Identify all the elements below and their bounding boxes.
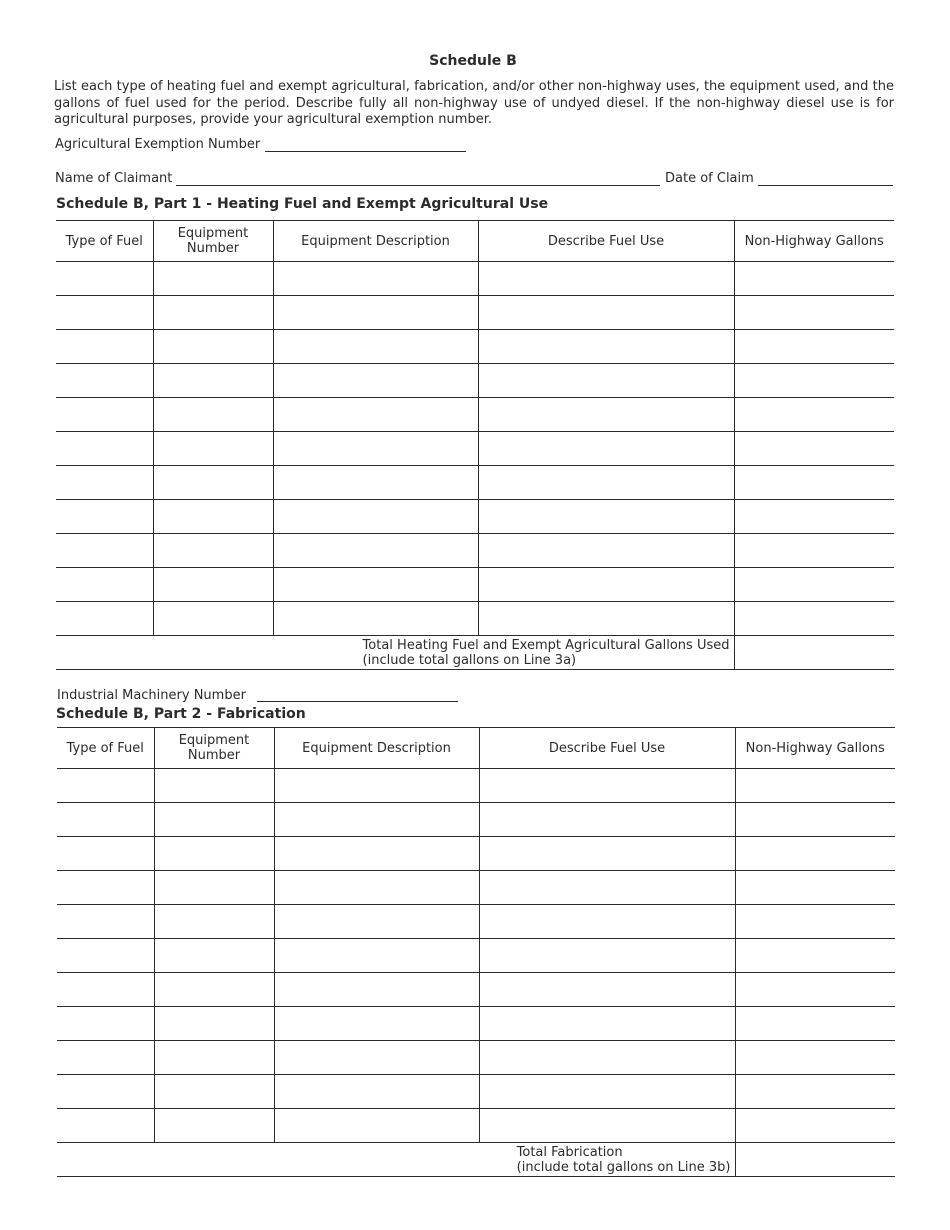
- table-row: [56, 466, 894, 500]
- fuel-use-cell[interactable]: [478, 432, 734, 466]
- ag-exemption-field[interactable]: [265, 151, 466, 152]
- equipment-description-cell[interactable]: [273, 534, 478, 568]
- type-of-fuel-cell[interactable]: [57, 837, 154, 871]
- type-of-fuel-cell[interactable]: [56, 466, 153, 500]
- total-label-line2: (include total gallons on Line 3a): [362, 652, 577, 668]
- page-title: Schedule B: [429, 53, 517, 69]
- claimant-field[interactable]: [176, 185, 660, 186]
- equipment-description-cell[interactable]: [273, 262, 478, 296]
- equipment-description-cell[interactable]: [274, 1007, 479, 1041]
- col-non-highway-gallons: Non-Highway Gallons: [735, 728, 895, 769]
- gallons-cell[interactable]: [734, 296, 894, 330]
- table-row: [57, 871, 895, 905]
- fuel-use-cell[interactable]: [478, 534, 734, 568]
- gallons-cell[interactable]: [734, 398, 894, 432]
- equipment-description-cell[interactable]: [273, 602, 478, 636]
- table-row: [57, 1007, 895, 1041]
- type-of-fuel-cell[interactable]: [56, 296, 153, 330]
- equipment-description-cell[interactable]: [273, 330, 478, 364]
- ag-exemption-label: Agricultural Exemption Number: [55, 137, 261, 152]
- gallons-cell[interactable]: [735, 803, 895, 837]
- col-equipment-description: Equipment Description: [273, 221, 478, 262]
- equipment-description-cell[interactable]: [274, 769, 479, 803]
- fuel-use-cell[interactable]: [478, 398, 734, 432]
- fuel-use-cell[interactable]: [479, 939, 735, 973]
- type-of-fuel-cell[interactable]: [56, 262, 153, 296]
- type-of-fuel-cell[interactable]: [57, 769, 154, 803]
- type-of-fuel-cell[interactable]: [57, 1041, 154, 1075]
- table-row: [56, 602, 894, 636]
- type-of-fuel-cell[interactable]: [56, 602, 153, 636]
- gallons-cell[interactable]: [735, 871, 895, 905]
- fuel-use-cell[interactable]: [479, 1041, 735, 1075]
- equipment-number-cell[interactable]: [154, 905, 274, 939]
- equipment-number-cell[interactable]: [154, 1041, 274, 1075]
- gallons-cell[interactable]: [735, 1007, 895, 1041]
- fuel-use-cell[interactable]: [479, 1007, 735, 1041]
- table-row: [57, 939, 895, 973]
- part2-table: [57, 727, 895, 1177]
- gallons-cell[interactable]: [735, 1041, 895, 1075]
- equipment-number-cell[interactable]: [154, 1007, 274, 1041]
- equipment-description-cell[interactable]: [274, 837, 479, 871]
- col-equipment-number: Equipment Number: [153, 221, 273, 262]
- total-label: [57, 1143, 735, 1177]
- total-gallons-cell[interactable]: [735, 1143, 895, 1177]
- equipment-description-cell[interactable]: [274, 1075, 479, 1109]
- equipment-number-cell[interactable]: [154, 1075, 274, 1109]
- table-row: [56, 398, 894, 432]
- type-of-fuel-cell[interactable]: [56, 398, 153, 432]
- table-row: [57, 1075, 895, 1109]
- equipment-description-cell[interactable]: [274, 973, 479, 1007]
- gallons-cell[interactable]: [735, 973, 895, 1007]
- table-row: [56, 364, 894, 398]
- gallons-cell[interactable]: [734, 534, 894, 568]
- equipment-description-cell[interactable]: [273, 398, 478, 432]
- type-of-fuel-cell[interactable]: [56, 500, 153, 534]
- part2-title: Schedule B, Part 2 - Fabrication: [56, 706, 306, 722]
- date-field[interactable]: [758, 185, 893, 186]
- total-gallons-cell[interactable]: [734, 636, 894, 670]
- table-row: [57, 837, 895, 871]
- type-of-fuel-cell[interactable]: [57, 1075, 154, 1109]
- fuel-use-cell[interactable]: [478, 262, 734, 296]
- gallons-cell[interactable]: [734, 568, 894, 602]
- equipment-number-cell[interactable]: [154, 871, 274, 905]
- type-of-fuel-cell[interactable]: [57, 939, 154, 973]
- fuel-use-cell[interactable]: [479, 837, 735, 871]
- part1-table: [56, 220, 894, 670]
- claimant-label: Name of Claimant: [55, 171, 173, 186]
- equipment-number-cell[interactable]: [153, 432, 273, 466]
- total-row: [57, 1143, 895, 1177]
- fuel-use-cell[interactable]: [478, 602, 734, 636]
- type-of-fuel-cell[interactable]: [57, 1007, 154, 1041]
- table-row: [56, 262, 894, 296]
- gallons-cell[interactable]: [735, 905, 895, 939]
- gallons-cell[interactable]: [734, 364, 894, 398]
- fuel-use-cell[interactable]: [478, 296, 734, 330]
- table-row: [56, 534, 894, 568]
- table-row: [57, 905, 895, 939]
- col-equipment-description: Equipment Description: [274, 728, 479, 769]
- fuel-use-cell[interactable]: [478, 500, 734, 534]
- part1-title: Schedule B, Part 1 - Heating Fuel and Exempt Agricultural Use: [56, 196, 549, 212]
- equipment-number-cell[interactable]: [154, 837, 274, 871]
- equipment-number-cell[interactable]: [154, 1109, 274, 1143]
- equipment-number-cell[interactable]: [153, 466, 273, 500]
- equipment-number-cell[interactable]: [154, 939, 274, 973]
- equipment-number-cell[interactable]: [154, 803, 274, 837]
- equipment-number-cell[interactable]: [154, 973, 274, 1007]
- gallons-cell[interactable]: [735, 769, 895, 803]
- col-describe-fuel-use: Describe Fuel Use: [478, 221, 734, 262]
- type-of-fuel-cell[interactable]: [57, 973, 154, 1007]
- table-row: [56, 296, 894, 330]
- equipment-number-cell[interactable]: [153, 534, 273, 568]
- equipment-description-cell[interactable]: [273, 500, 478, 534]
- total-row: [56, 636, 894, 670]
- fuel-use-cell[interactable]: [478, 466, 734, 500]
- fuel-use-cell[interactable]: [479, 1075, 735, 1109]
- equipment-number-cell[interactable]: [153, 500, 273, 534]
- table-row: [57, 769, 895, 803]
- type-of-fuel-cell[interactable]: [56, 432, 153, 466]
- gallons-cell[interactable]: [735, 837, 895, 871]
- fuel-use-cell[interactable]: [479, 1109, 735, 1143]
- gallons-cell[interactable]: [734, 432, 894, 466]
- table-row: [56, 568, 894, 602]
- table-row: [57, 973, 895, 1007]
- col-equipment-number: Equipment Number: [154, 728, 274, 769]
- gallons-cell[interactable]: [734, 330, 894, 364]
- col-type-of-fuel: Type of Fuel: [57, 728, 154, 769]
- table-row: [56, 432, 894, 466]
- gallons-cell[interactable]: [735, 1109, 895, 1143]
- equipment-number-cell[interactable]: [153, 262, 273, 296]
- table-row: [57, 803, 895, 837]
- fuel-use-cell[interactable]: [479, 803, 735, 837]
- fuel-use-cell[interactable]: [479, 769, 735, 803]
- table-row: [56, 330, 894, 364]
- industrial-machinery-field[interactable]: [257, 701, 458, 702]
- equipment-description-cell[interactable]: [274, 1041, 479, 1075]
- date-label: Date of Claim: [665, 171, 754, 186]
- equipment-number-cell[interactable]: [154, 769, 274, 803]
- equipment-description-cell[interactable]: [274, 803, 479, 837]
- table-row: [57, 1041, 895, 1075]
- equipment-description-cell[interactable]: [274, 1109, 479, 1143]
- equipment-description-cell[interactable]: [273, 466, 478, 500]
- gallons-cell[interactable]: [734, 500, 894, 534]
- equipment-number-cell[interactable]: [153, 330, 273, 364]
- gallons-cell[interactable]: [735, 1075, 895, 1109]
- type-of-fuel-cell[interactable]: [57, 905, 154, 939]
- equipment-number-cell[interactable]: [153, 398, 273, 432]
- total-label: [56, 636, 734, 670]
- col-describe-fuel-use: Describe Fuel Use: [479, 728, 735, 769]
- equipment-number-cell[interactable]: [153, 568, 273, 602]
- equipment-description-cell[interactable]: [274, 939, 479, 973]
- type-of-fuel-cell[interactable]: [57, 1109, 154, 1143]
- total-label-line1: Total Fabrication: [516, 1144, 623, 1160]
- type-of-fuel-cell[interactable]: [56, 568, 153, 602]
- total-label-line2: (include total gallons on Line 3b): [516, 1159, 731, 1175]
- equipment-description-cell[interactable]: [274, 905, 479, 939]
- fuel-use-cell[interactable]: [478, 568, 734, 602]
- equipment-number-cell[interactable]: [153, 602, 273, 636]
- type-of-fuel-cell[interactable]: [57, 871, 154, 905]
- equipment-number-cell[interactable]: [153, 364, 273, 398]
- gallons-cell[interactable]: [734, 262, 894, 296]
- table-row: [57, 1109, 895, 1143]
- type-of-fuel-cell[interactable]: [57, 803, 154, 837]
- gallons-cell[interactable]: [735, 939, 895, 973]
- equipment-description-cell[interactable]: [273, 432, 478, 466]
- fuel-use-cell[interactable]: [478, 364, 734, 398]
- type-of-fuel-cell[interactable]: [56, 364, 153, 398]
- fuel-use-cell[interactable]: [479, 871, 735, 905]
- equipment-description-cell[interactable]: [273, 568, 478, 602]
- col-type-of-fuel: Type of Fuel: [56, 221, 153, 262]
- fuel-use-cell[interactable]: [479, 905, 735, 939]
- type-of-fuel-cell[interactable]: [56, 534, 153, 568]
- equipment-description-cell[interactable]: [273, 296, 478, 330]
- col-non-highway-gallons: Non-Highway Gallons: [734, 221, 894, 262]
- total-label-line1: Total Heating Fuel and Exempt Agricultural Gallons Used: [362, 637, 730, 653]
- instructions: List each type of heating fuel and exempt agricultural, fabrication, and/or other non-highway uses, the equipment used, and the gallons of fuel used for the period. Describe fully all non-highway use of undyed diesel. If the non-highway diesel use is for agricultural purposes, provide your agricultural exemption number.: [54, 79, 894, 127]
- table-row: [56, 500, 894, 534]
- gallons-cell[interactable]: [734, 466, 894, 500]
- gallons-cell[interactable]: [734, 602, 894, 636]
- fuel-use-cell[interactable]: [479, 973, 735, 1007]
- industrial-machinery-label: Industrial Machinery Number: [57, 688, 246, 703]
- fuel-use-cell[interactable]: [478, 330, 734, 364]
- type-of-fuel-cell[interactable]: [56, 330, 153, 364]
- equipment-number-cell[interactable]: [153, 296, 273, 330]
- equipment-description-cell[interactable]: [273, 364, 478, 398]
- equipment-description-cell[interactable]: [274, 871, 479, 905]
